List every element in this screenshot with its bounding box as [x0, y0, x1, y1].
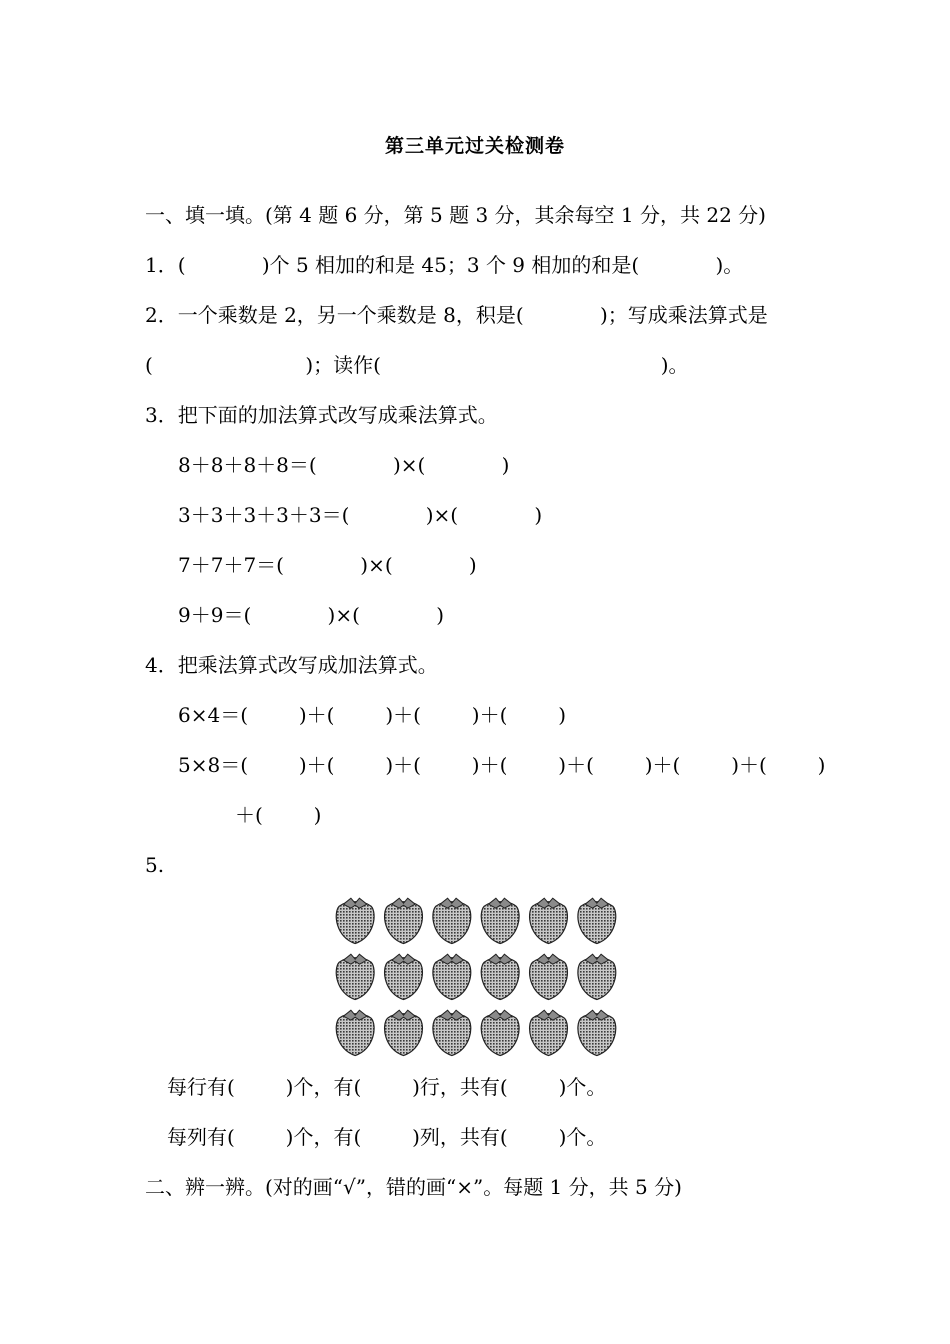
question-3-item-1: 8＋8＋8＋8＝( )×( ): [178, 453, 510, 477]
strawberry-icon: [336, 954, 374, 999]
strawberry-icon: [481, 954, 519, 999]
question-4-item-2-line-2: ＋( ): [235, 803, 322, 827]
strawberry-icon: [385, 898, 423, 943]
question-3-item-3: 7＋7＋7＝( )×( ): [178, 553, 477, 577]
strawberry-icon: [530, 954, 568, 999]
strawberry-icon: [336, 898, 374, 943]
strawberry-icon: [336, 1010, 374, 1055]
question-3-item-4: 9＋9＝( )×( ): [178, 603, 444, 627]
question-4-item-2-line-1: 5×8＝( )＋( )＋( )＋( )＋( )＋( )＋( ): [178, 753, 826, 777]
strawberry-icon: [433, 898, 471, 943]
question-4-prompt: 4．把乘法算式改写成加法算式。: [145, 653, 438, 677]
strawberry-icon: [578, 898, 616, 943]
question-4-item-1: 6×4＝( )＋( )＋( )＋( ): [178, 703, 567, 727]
section-1-heading: 一、填一填。(第 4 题 6 分，第 5 题 3 分，其余每空 1 分，共 22 分): [145, 203, 766, 227]
strawberry-icon: [481, 1010, 519, 1055]
question-2-line-1: 2．一个乘数是 2，另一个乘数是 8，积是( )；写成乘法算式是: [145, 303, 768, 327]
question-5-number: 5.: [145, 853, 165, 877]
page-title: 第三单元过关检测卷: [384, 135, 565, 157]
question-3-item-2: 3＋3＋3＋3＋3＝( )×( ): [178, 503, 543, 527]
strawberry-icon: [481, 898, 519, 943]
question-5-column-line: 每列有( )个，有( )列，共有( )个。: [167, 1125, 607, 1149]
strawberry-icon: [530, 1010, 568, 1055]
question-5-row-line: 每行有( )个，有( )行，共有( )个。: [167, 1075, 607, 1099]
section-2-heading: 二、辨一辨。(对的画“√”，错的画“×”。每题 1 分，共 5 分): [145, 1175, 682, 1199]
strawberry-icon: [433, 954, 471, 999]
question-1: 1．( )个 5 相加的和是 45；3 个 9 相加的和是( )。: [145, 253, 744, 277]
strawberry-icon: [578, 954, 616, 999]
strawberry-icon: [433, 1010, 471, 1055]
strawberry-grid-illustration: [331, 890, 621, 1058]
question-2-line-2: ( )；读作( )。: [145, 353, 689, 377]
strawberry-icon: [578, 1010, 616, 1055]
strawberry-icon: [385, 954, 423, 999]
question-3-prompt: 3．把下面的加法算式改写成乘法算式。: [145, 403, 498, 427]
strawberry-icon: [530, 898, 568, 943]
strawberry-icon: [385, 1010, 423, 1055]
